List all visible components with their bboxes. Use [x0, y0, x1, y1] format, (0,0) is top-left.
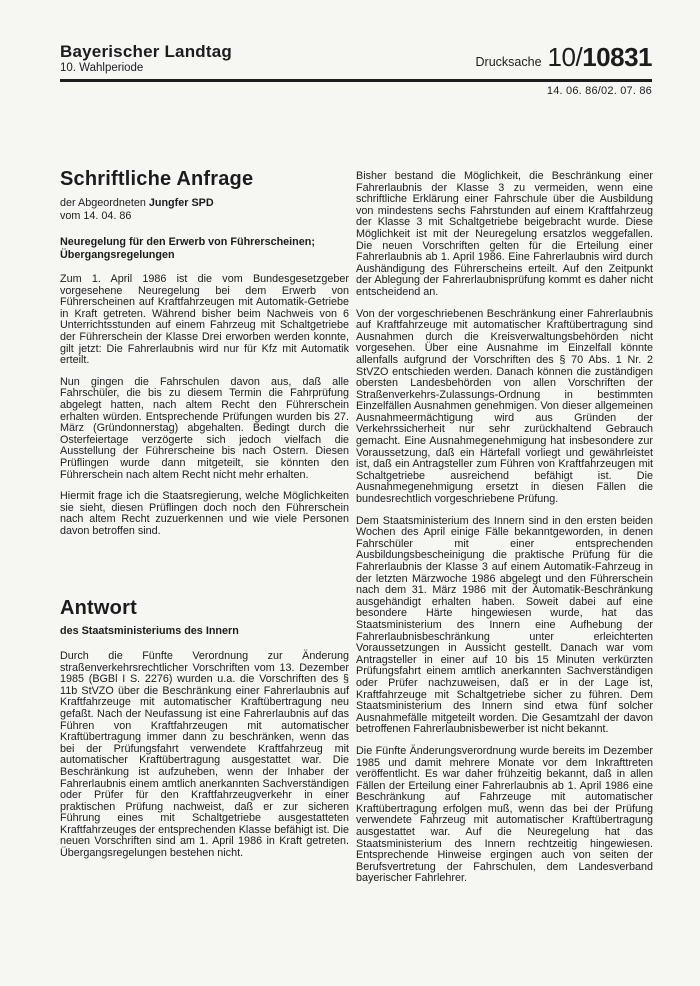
- antwort-paragraph: Durch die Fünfte Verordnung zur Änderung straßenverkehrsrechtlicher Vorschriften vom 13. Dezember 1985 (BGBl I S. 2276) wurden u.a. die Vorschriften des § 11b StVZO über die Beschränkung einer Fahrerlaubnis auf Kraftfahrzeuge mit automatischer Kraftübertragung neu gefaßt. Nach der Neufassung ist eine Fahrerlaubnis auf das Führen von Kraftfahrzeugen mit automatischer Kraftübertragung immer dann zu beschränken, wenn das bei der Prüfungsfahrt verwendete Kraftfahrzeug mit automatischer Kraftübertragung ausgestattet war. Die Beschränkung ist aufzuheben, wenn der Inhaber der Fahrerlaubnis einem amtlich anerkannten Sachverständigen oder Prüfer für den Kraftfahrzeugverkehr in einer praktischen Prüfung nachweist, daß er zur sicheren Führung eines mit Schaltgetriebe ausgestatteten Kraftfahrzeuges der entsprechenden Klasse befähigt ist. Die neuen Vorschriften sind am 1. April 1986 in Kraft getreten. Übergangsregelungen bestehen nicht.: [60, 649, 349, 860]
- date-line: 14. 06. 86/02. 07. 86: [546, 85, 652, 97]
- masthead: [60, 42, 652, 75]
- document-number-main: 10831: [582, 42, 652, 72]
- anfrage-byline: [60, 197, 349, 222]
- byline-name: Jungfer SPD: [148, 197, 214, 209]
- antwort-subtitle: des Staatsministeriums des Innern: [60, 625, 239, 638]
- subject-heading: Neuregelung für den Erwerb von Führerscheinen; Übergangsregelungen: [60, 236, 315, 261]
- antwort-paragraph: Dem Staatsministerium des Innern sind in den ersten beiden Wochen des April einige Fälle bekanntgeworden, in denen Fahrschüler mit einer entsprechenden Ausbildungsbescheinigung die praktische Prüfung für die Fahrerlaubnis der Klasse 3 auf einem Automatik-Fahrzeug in der letzten Märzwoche 1986 abgelegt und den Führerschein nach dem 31. März 1986 mit der Automatik-Beschränkung ausgehändigt erhalten haben. Soweit dabei auf eine besondere Härte hingewiesen wurde, hat das Staatsministerium des Innern eine Aufhebung der Fahrerlaubnisbeschränkung unter erleichterten Voraussetzungen in Aussicht gestellt. Danach war vom Antragsteller in einer auf 10 bis 15 Minuten verkürzten Prüfungsfahrt einem amtlich anerkannten Sachverständigen oder Prüfer nachzuweisen, daß er in der Lage ist, Kraftfahrzeuge mit Schaltgetriebe sicher zu führen. Dem Staatsministerium des Innern sind etwa fünf solcher Ausnahmefälle mitgeteilt worden. Die Gesamtzahl der davon betroffenen Fahrerlaubnisbewerber ist nicht bekannt.: [356, 514, 653, 736]
- byline-prefix: der Abgeordneten: [60, 197, 149, 209]
- anfrage-date: vom 14. 04. 86: [60, 209, 132, 222]
- anfrage-paragraph: Nun gingen die Fahrschulen davon aus, daß alle Fahrschüler, die bis zu diesem Termin die Fahrprüfung abgelegt hatten, nach altem Recht den Führerschein erhalten würden. Entsprechende Prüfungen wurden bis 27. März (Gründonnerstag) abgehalten. Bedingt durch die Osterfeiertage verzögerte sich jedoch vielfach die Ausstellung der Führerscheine bis nach Ostern. Diesen Prüflingen wurde dann mitgeteilt, sie könnten den Führerschein nach altem Recht nicht mehr erhalten.: [60, 375, 349, 481]
- anfrage-title: Schriftliche Anfrage: [60, 168, 254, 190]
- drucksache-label: Drucksache: [475, 55, 542, 69]
- header-rule: [60, 79, 652, 82]
- document-number-prefix: 10/: [547, 42, 583, 72]
- document-number: [548, 42, 652, 72]
- legislative-period: 10. Wahlperiode: [60, 62, 144, 74]
- right-column: [356, 171, 653, 885]
- antwort-paragraph: Bisher bestand die Möglichkeit, die Beschränkung einer Fahrerlaubnis der Klasse 3 zu vermeiden, wenn eine schriftliche Erklärung einer Fahrschule über die Ausbildung von mindestens sechs Fahrstunden auf einem Kraftfahrzeug der Klasse 3 mit Schaltgetriebe beigebracht wurde. Diese Möglichkeit ist mit der Neuregelung ersatzlos weggefallen. Die neuen Vorschriften gelten für die Erteilung einer Fahrerlaubnis ab 1. April 1986. Eine Fahrerlaubnis wird durch Aushändigung des Führerscheins erteilt. Auf den Zeitpunkt der Ablegung der Fahrerlaubnisprüfung kommt es daher nicht entscheidend an.: [356, 170, 653, 298]
- anfrage-paragraph: Hiermit frage ich die Staatsregierung, welche Möglichkeiten sie sieht, diesen Prüflingen doch noch den Führerschein nach altem Recht zuzuerkennen und wie viele Personen davon betroffen sind.: [60, 490, 349, 537]
- antwort-title: Antwort: [60, 597, 137, 620]
- antwort-paragraph: Von der vorgeschriebenen Beschränkung einer Fahrerlaubnis auf Kraftfahrzeuge mit automatischer Kraftübertragung sind Ausnahmen durch die Kreisverwaltungsbehörden nicht vorgesehen. Über eine Ausnahme im Einzelfall könnte allenfalls aufgrund der Vorschriften des § 70 Abs. 1 Nr. 2 StVZO entschieden werden. Danach können die zuständigen obersten Landesbehörden von allen Vorschriften der Straßenverkehrs-Zulassungs-Ordnung in bestimmten Einzelfällen Ausnahmen genehmigen. Von dieser allgemeinen Ausnahmeermächtigung wird aus Gründen der Verkehrssicherheit nur sehr zurückhaltend Gebrauch gemacht. Eine Ausnahmegenehmigung hat insbesondere zur Voraussetzung, daß ein Härtefall vorliegt und gewährleistet ist, daß ein Antragsteller zum Führen von Kraftfahrzeugen mit Schaltgetriebe ausreichend befähigt ist. Die Ausnahmegenehmigung ersetzt in diesen Fällen die bundesrechtlich vorgeschriebene Prüfung.: [356, 307, 653, 506]
- antwort-paragraph: Die Fünfte Änderungsverordnung wurde bereits im Dezember 1985 und damit mehrere Monate vor dem Inkrafttreten veröffentlicht. Es war daher frühzeitig bekannt, daß in allen Fällen der Erteilung einer Fahrerlaubnis ab 1. April 1986 eine Beschränkung auf Fahrzeuge mit automatischer Kraftübertragung erfolgen muß, wenn das bei der Prüfung verwendete Fahrzeug mit automatischer Kraftübertragung ausgestattet war. Auf die Neuregelung hat das Staatsministerium des Innern rechtzeitig hingewiesen. Entsprechende Hinweise ergingen auch von seiten der Berufsvertretung der Fahrschulen, dem Landesverband bayerischer Fahrlehrer.: [356, 744, 653, 885]
- left-column: [60, 168, 349, 860]
- anfrage-paragraph: Zum 1. April 1986 ist die vom Bundesgesetzgeber vorgesehene Neuregelung bei dem Erwerb von Führerscheinen auf Kraftfahrzeugen mit Automatik-Getriebe in Kraft getreten. Während bisher beim Nachweis von 6 Unterrichtsstunden auf einem Fahrzeug mit Schaltgetriebe der Führerschein der Klasse Drei erworben werden konnte, gilt jetzt: Die Fahrerlaubnis wird nur für Kfz mit Automatik erteilt.: [60, 273, 349, 367]
- organization-title: Bayerischer Landtag: [60, 42, 232, 61]
- drucksache-block: [476, 44, 652, 75]
- masthead-left: [60, 42, 232, 75]
- antwort-section: [60, 597, 349, 859]
